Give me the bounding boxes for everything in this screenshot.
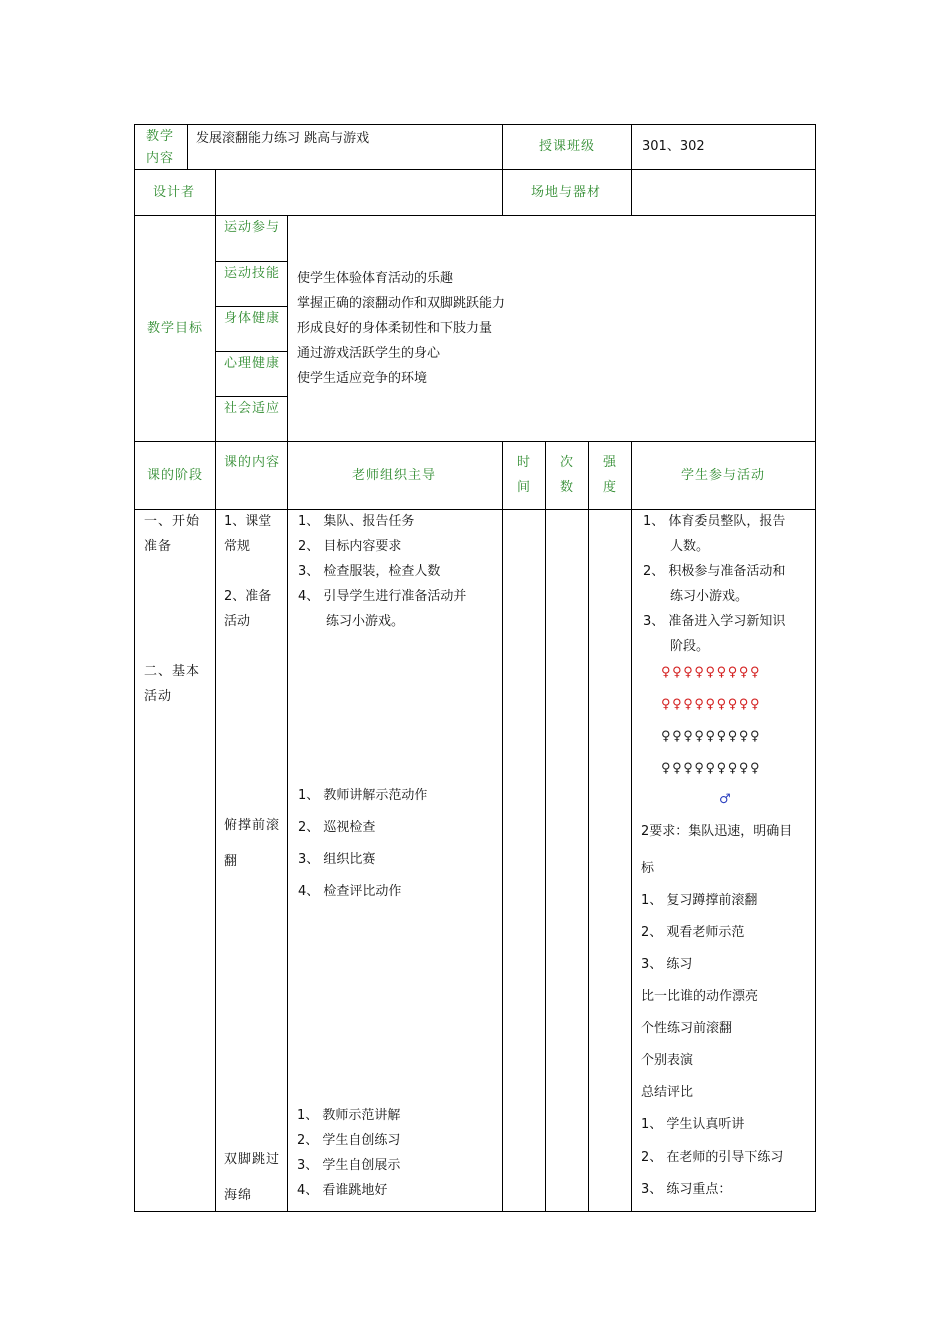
header-student: 学生参与活动 — [681, 468, 766, 483]
table-border-top — [134, 124, 816, 125]
teacher-roll-item: 3、 组织比赛 — [298, 852, 376, 867]
teacher-prep-item: 3、 检查服装，检查人数 — [298, 564, 441, 579]
content-label: 教学内容 — [146, 129, 175, 166]
header-time: 时间 — [517, 455, 531, 495]
col-divider — [502, 441, 503, 1212]
teacher-prep-item: 2、 目标内容要求 — [298, 539, 402, 554]
col-divider — [631, 124, 632, 216]
goal-category-physical-health: 身体健康 — [224, 311, 281, 326]
student-prep-item: 练习小游戏。 — [670, 589, 749, 604]
teacher-prep-item: 4、 引导学生进行准备活动并 — [298, 589, 467, 604]
teacher-roll-item: 4、 检查评比动作 — [298, 884, 402, 899]
formation-row-female-dark: ♀♀♀♀♀♀♀♀♀ — [661, 729, 762, 744]
venue-label: 场地与器材 — [531, 185, 602, 200]
teacher-jump-item: 3、 学生自创展示 — [297, 1158, 401, 1173]
content-warmup: 2、准备活动 — [224, 589, 272, 629]
col-divider — [187, 124, 188, 170]
formation-row-female-red: ♀♀♀♀♀♀♀♀♀ — [661, 665, 762, 680]
teacher-jump-item: 2、 学生自创练习 — [297, 1133, 401, 1148]
col-divider — [215, 441, 216, 1212]
student-item: 个性练习前滚翻 — [641, 1021, 733, 1036]
formation-row-female-red: ♀♀♀♀♀♀♀♀♀ — [661, 697, 762, 712]
teacher-prep-item: 练习小游戏。 — [326, 614, 405, 629]
student-prep-item: 1、 体育委员整队，报告 — [643, 514, 786, 529]
teacher-prep-item: 1、 集队、报告任务 — [298, 514, 415, 529]
stage-basic-activity: 二、基本活动 — [144, 664, 201, 704]
stage-start-prep: 一、开始准备 — [144, 514, 201, 554]
col-divider — [545, 441, 546, 1212]
goal-item: 掌握正确的滚翻动作和双脚跳跃能力 — [297, 296, 506, 311]
teacher-jump-item: 4、 看谁跳地好 — [297, 1183, 388, 1198]
formation-teacher-icon: ♂ — [719, 792, 733, 807]
student-item: 3、 练习重点： — [641, 1182, 732, 1197]
goal-category-social: 社会适应 — [224, 401, 281, 416]
content-double-jump: 双脚跳过海绵 — [224, 1152, 281, 1203]
goal-item: 使学生适应竞争的环境 — [297, 371, 428, 386]
student-prep-item: 3、 准备进入学习新知识 — [643, 614, 786, 629]
content-forward-roll: 俯撑前滚翻 — [224, 818, 281, 869]
student-item: 2、 观看老师示范 — [641, 925, 745, 940]
goal-item: 形成良好的身体柔韧性和下肢力量 — [297, 321, 493, 336]
goals-label: 教学目标 — [147, 321, 204, 336]
teacher-roll-item: 2、 巡视检查 — [298, 820, 376, 835]
row-divider — [134, 169, 816, 170]
col-divider — [287, 441, 288, 1212]
student-prep-item: 阶段。 — [670, 639, 710, 654]
header-stage: 课的阶段 — [147, 468, 204, 483]
content-value: 发展滚翻能力练习 跳高与游戏 — [196, 131, 370, 146]
student-item: 2要求：集队迅速，明确目 — [641, 824, 793, 839]
content-class-routine: 1、课堂常规 — [224, 514, 272, 554]
student-item: 个别表演 — [641, 1053, 694, 1068]
formation-row-female-dark: ♀♀♀♀♀♀♀♀♀ — [661, 761, 762, 776]
student-item: 1、 复习蹲撑前滚翻 — [641, 893, 758, 908]
table-border-left — [134, 124, 135, 1212]
class-value: 301、302 — [642, 139, 705, 154]
goal-item: 通过游戏活跃学生的身心 — [297, 346, 441, 361]
goal-category-participation: 运动参与 — [224, 220, 281, 235]
student-item: 总结评比 — [641, 1085, 694, 1100]
header-teacher: 老师组织主导 — [352, 468, 437, 483]
goal-item: 使学生体验体育活动的乐趣 — [297, 271, 454, 286]
col-divider — [215, 169, 216, 216]
teacher-jump-item: 1、 教师示范讲解 — [297, 1108, 401, 1123]
designer-label: 设计者 — [153, 185, 196, 200]
header-count: 次数 — [560, 455, 574, 495]
header-content: 课的内容 — [224, 455, 281, 470]
col-divider — [287, 215, 288, 442]
col-divider — [502, 124, 503, 216]
row-divider — [134, 441, 816, 442]
student-item: 2、 在老师的引导下练习 — [641, 1150, 784, 1165]
student-prep-item: 2、 积极参与准备活动和 — [643, 564, 786, 579]
goal-category-skill: 运动技能 — [224, 266, 281, 281]
col-divider — [631, 441, 632, 1212]
class-label: 授课班级 — [539, 139, 596, 154]
student-item: 1、 学生认真听讲 — [641, 1117, 745, 1132]
student-item: 3、 练习 — [641, 957, 693, 972]
col-divider — [588, 441, 589, 1212]
goal-category-mental-health: 心理健康 — [224, 356, 281, 371]
student-prep-item: 人数。 — [670, 539, 710, 554]
col-divider — [215, 215, 216, 442]
table-border-right — [815, 124, 816, 1212]
student-item: 比一比谁的动作漂亮 — [641, 989, 759, 1004]
student-item: 标 — [641, 861, 655, 876]
teacher-roll-item: 1、 教师讲解示范动作 — [298, 788, 428, 803]
header-intensity: 强度 — [603, 455, 617, 495]
